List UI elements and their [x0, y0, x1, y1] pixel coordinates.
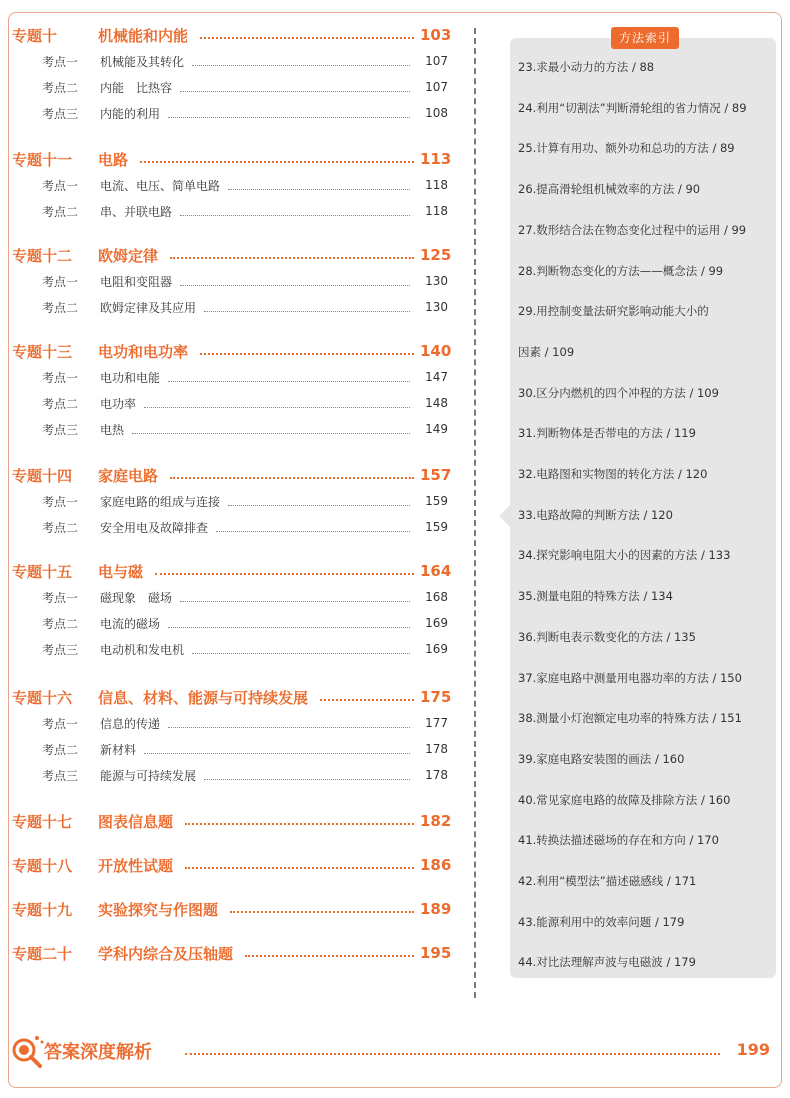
- subtopic-label: 考点一: [42, 54, 79, 69]
- subtopic-page: 130: [425, 300, 448, 314]
- subtopic-label: 考点三: [42, 422, 79, 437]
- subtopic-row[interactable]: [42, 200, 448, 222]
- subtopic-page: 147: [425, 370, 448, 384]
- topic-number: 专题十: [12, 26, 58, 45]
- subtopic-label: 考点三: [42, 106, 79, 121]
- subtopic-title: 电功率: [100, 396, 137, 411]
- leader-dots: [132, 433, 410, 434]
- method-item[interactable]: 39.家庭电路安装图的画法 / 160: [518, 751, 685, 766]
- topic-number: 专题十四: [12, 466, 73, 485]
- subtopic-row[interactable]: [42, 76, 448, 98]
- topic-title: 家庭电路: [98, 466, 159, 485]
- subtopic-row[interactable]: [42, 366, 448, 388]
- topic-number: 专题二十: [12, 944, 73, 963]
- subtopic-row[interactable]: [42, 586, 448, 608]
- subtopic-title: 机械能及其转化: [100, 54, 185, 69]
- panel-pointer: [499, 505, 510, 527]
- topic-title: 信息、材料、能源与可持续发展: [98, 688, 309, 707]
- method-item[interactable]: 44.对比法理解声波与电磁波 / 179: [518, 955, 696, 970]
- topic-title: 电路: [98, 150, 129, 169]
- topic-title: 图表信息题: [98, 812, 174, 831]
- method-item[interactable]: 27.数形结合法在物态变化过程中的运用 / 99: [518, 222, 747, 237]
- subtopic-title: 安全用电及故障排查: [100, 520, 209, 535]
- method-item[interactable]: 43.能源利用中的效率问题 / 179: [518, 914, 685, 929]
- subtopic-title: 新材料: [100, 742, 137, 757]
- method-item[interactable]: 因素 / 109: [518, 344, 575, 359]
- subtopic-title: 电阻和变阻器: [100, 274, 173, 289]
- topic-page: 186: [420, 856, 452, 874]
- method-index-title: 方法索引: [611, 27, 679, 49]
- topic-page: 195: [420, 944, 452, 962]
- leader-dots: [180, 91, 410, 92]
- leader-dots: [180, 215, 410, 216]
- topic-number: 专题十七: [12, 812, 73, 831]
- subtopic-page: 118: [425, 178, 448, 192]
- topic-page: 103: [420, 26, 452, 44]
- subtopic-page: 108: [425, 106, 448, 120]
- subtopic-row[interactable]: [42, 102, 448, 124]
- subtopic-row[interactable]: [42, 516, 448, 538]
- topic-row[interactable]: [12, 896, 452, 922]
- topic-page: 125: [420, 246, 452, 264]
- topic-row[interactable]: [12, 22, 452, 48]
- topic-number: 专题十八: [12, 856, 73, 875]
- subtopic-row[interactable]: [42, 174, 448, 196]
- subtopic-page: 178: [425, 768, 448, 782]
- subtopic-label: 考点一: [42, 178, 79, 193]
- leader-dots: [200, 37, 414, 39]
- leader-dots: [168, 627, 410, 628]
- method-item[interactable]: 26.提高滑轮组机械效率的方法 / 90: [518, 182, 701, 197]
- leader-dots: [216, 531, 410, 532]
- method-item[interactable]: 29.用控制变量法研究影响动能大小的: [518, 304, 709, 319]
- answer-section-page: 199: [736, 1040, 770, 1059]
- topic-title: 电功和电功率: [98, 342, 189, 361]
- subtopic-title: 欧姆定律及其应用: [100, 300, 197, 315]
- method-item[interactable]: 30.区分内燃机的四个冲程的方法 / 109: [518, 385, 719, 400]
- topic-title: 电与磁: [98, 562, 144, 581]
- topic-row[interactable]: [12, 684, 452, 710]
- topic-page: 164: [420, 562, 452, 580]
- topic-number: 专题十一: [12, 150, 73, 169]
- subtopic-page: 107: [425, 54, 448, 68]
- topic-page: 157: [420, 466, 452, 484]
- subtopic-row[interactable]: [42, 764, 448, 786]
- method-item[interactable]: 28.判断物态变化的方法——概念法 / 99: [518, 263, 724, 278]
- subtopic-page: 107: [425, 80, 448, 94]
- method-item[interactable]: 38.测量小灯泡额定电功率的特殊方法 / 151: [518, 711, 742, 726]
- leader-dots: [192, 65, 410, 66]
- leader-dots: [180, 601, 410, 602]
- subtopic-title: 电热: [100, 422, 125, 437]
- topic-row[interactable]: [12, 558, 452, 584]
- answer-section-title: 答案深度解析: [44, 1042, 152, 1063]
- leader-dots: [228, 505, 410, 506]
- leader-dots: [230, 911, 414, 913]
- topic-row[interactable]: [12, 808, 452, 834]
- topic-row[interactable]: [12, 338, 452, 364]
- method-item[interactable]: 32.电路图和实物图的转化方法 / 120: [518, 467, 708, 481]
- subtopic-page: 169: [425, 642, 448, 656]
- topic-row[interactable]: [12, 852, 452, 878]
- subtopic-label: 考点一: [42, 494, 79, 509]
- subtopic-title: 电功和电能: [100, 370, 161, 385]
- topic-number: 专题十二: [12, 246, 73, 265]
- subtopic-page: 168: [425, 590, 448, 604]
- method-item[interactable]: 36.判断电表示数变化的方法 / 135: [518, 629, 696, 644]
- method-item[interactable]: 42.利用“模型法”描述磁感线 / 171: [518, 874, 697, 888]
- subtopic-title: 内能 比热容: [100, 80, 173, 95]
- leader-dots: [168, 727, 410, 728]
- leader-dots: [204, 779, 410, 780]
- subtopic-title: 信息的传递: [100, 716, 161, 731]
- topic-page: 140: [420, 342, 452, 360]
- topic-number: 专题十六: [12, 688, 73, 707]
- topic-number: 专题十三: [12, 342, 73, 361]
- subtopic-label: 考点二: [42, 616, 79, 631]
- subtopic-title: 电流的磁场: [100, 616, 161, 631]
- leader-dots: [155, 573, 414, 575]
- leader-dots: [168, 117, 410, 118]
- subtopic-title: 电流、电压、简单电路: [100, 178, 221, 193]
- subtopic-label: 考点二: [42, 80, 79, 95]
- topic-page: 182: [420, 812, 452, 830]
- subtopic-label: 考点二: [42, 520, 79, 535]
- subtopic-title: 家庭电路的组成与连接: [100, 494, 221, 509]
- subtopic-label: 考点二: [42, 300, 79, 315]
- topic-number: 专题十九: [12, 900, 73, 919]
- topic-title: 开放性试题: [98, 856, 174, 875]
- subtopic-label: 考点一: [42, 716, 79, 731]
- method-item[interactable]: 35.测量电阻的特殊方法 / 134: [518, 589, 673, 604]
- method-item[interactable]: 23.求最小动力的方法 / 88: [518, 60, 655, 74]
- method-item[interactable]: 34.探究影响电阻大小的因素的方法 / 133: [518, 548, 731, 563]
- subtopic-page: 177: [425, 716, 448, 730]
- subtopic-label: 考点一: [42, 590, 79, 605]
- method-item[interactable]: 25.计算有用功、额外功和总功的方法 / 89: [518, 141, 735, 156]
- subtopic-label: 考点二: [42, 742, 79, 757]
- subtopic-row[interactable]: [42, 490, 448, 512]
- leader-dots: [170, 257, 414, 259]
- leader-dots: [140, 161, 414, 163]
- leader-dots: [245, 955, 414, 957]
- footer-leader-dots: [185, 1053, 720, 1055]
- subtopic-row[interactable]: [42, 50, 448, 72]
- subtopic-label: 考点三: [42, 768, 79, 783]
- leader-dots: [168, 381, 410, 382]
- subtopic-page: 118: [425, 204, 448, 218]
- topic-page: 189: [420, 900, 452, 918]
- subtopic-label: 考点一: [42, 370, 79, 385]
- leader-dots: [192, 653, 410, 654]
- leader-dots: [170, 477, 414, 479]
- subtopic-label: 考点三: [42, 642, 79, 657]
- subtopic-label: 考点二: [42, 204, 79, 219]
- subtopic-label: 考点二: [42, 396, 79, 411]
- method-item[interactable]: 41.转换法描述磁场的存在和方向 / 170: [518, 833, 719, 848]
- topic-title: 欧姆定律: [98, 246, 159, 265]
- method-item[interactable]: 33.电路故障的判断方法 / 120: [518, 507, 673, 522]
- subtopic-page: 159: [425, 494, 448, 508]
- subtopic-page: 148: [425, 396, 448, 410]
- subtopic-page: 169: [425, 616, 448, 630]
- topic-row[interactable]: [12, 242, 452, 268]
- topic-row[interactable]: [12, 462, 452, 488]
- topic-title: 机械能和内能: [98, 26, 189, 45]
- leader-dots: [144, 753, 410, 754]
- subtopic-row[interactable]: [42, 712, 448, 734]
- subtopic-row[interactable]: [42, 738, 448, 760]
- method-item[interactable]: 37.家庭电路中测量用电器功率的方法 / 150: [518, 670, 742, 685]
- leader-dots: [185, 823, 414, 825]
- answer-section-entry[interactable]: [10, 1030, 780, 1070]
- topic-title: 学科内综合及压轴题: [98, 944, 234, 963]
- topic-number: 专题十五: [12, 562, 73, 581]
- magnifier-icon: [10, 1032, 46, 1068]
- subtopic-row[interactable]: [42, 638, 448, 660]
- subtopic-title: 内能的利用: [100, 106, 161, 121]
- subtopic-row[interactable]: [42, 612, 448, 634]
- topic-page: 175: [420, 688, 452, 706]
- leader-dots: [320, 699, 414, 701]
- subtopic-label: 考点一: [42, 274, 79, 289]
- leader-dots: [200, 353, 414, 355]
- method-item[interactable]: 24.利用“切割法”判断滑轮组的省力情况 / 89: [518, 100, 747, 115]
- leader-dots: [228, 189, 410, 190]
- topic-row[interactable]: [12, 146, 452, 172]
- subtopic-row[interactable]: [42, 392, 448, 414]
- leader-dots: [204, 311, 410, 312]
- topic-title: 实验探究与作图题: [98, 900, 219, 919]
- topic-page: 113: [420, 150, 452, 168]
- subtopic-title: 串、并联电路: [100, 204, 173, 219]
- subtopic-title: 磁现象 磁场: [100, 590, 173, 605]
- subtopic-row[interactable]: [42, 270, 448, 292]
- subtopic-row[interactable]: [42, 296, 448, 318]
- leader-dots: [185, 867, 414, 869]
- subtopic-page: 178: [425, 742, 448, 756]
- leader-dots: [144, 407, 410, 408]
- topic-row[interactable]: [12, 940, 452, 966]
- subtopic-page: 159: [425, 520, 448, 534]
- subtopic-title: 能源与可持续发展: [100, 768, 197, 783]
- subtopic-title: 电动机和发电机: [100, 642, 185, 657]
- leader-dots: [180, 285, 410, 286]
- subtopic-page: 149: [425, 422, 448, 436]
- subtopic-row[interactable]: [42, 418, 448, 440]
- column-divider: [474, 28, 476, 998]
- subtopic-page: 130: [425, 274, 448, 288]
- method-item[interactable]: 40.常见家庭电路的故障及排除方法 / 160: [518, 792, 731, 807]
- method-item[interactable]: 31.判断物体是否带电的方法 / 119: [518, 426, 696, 441]
